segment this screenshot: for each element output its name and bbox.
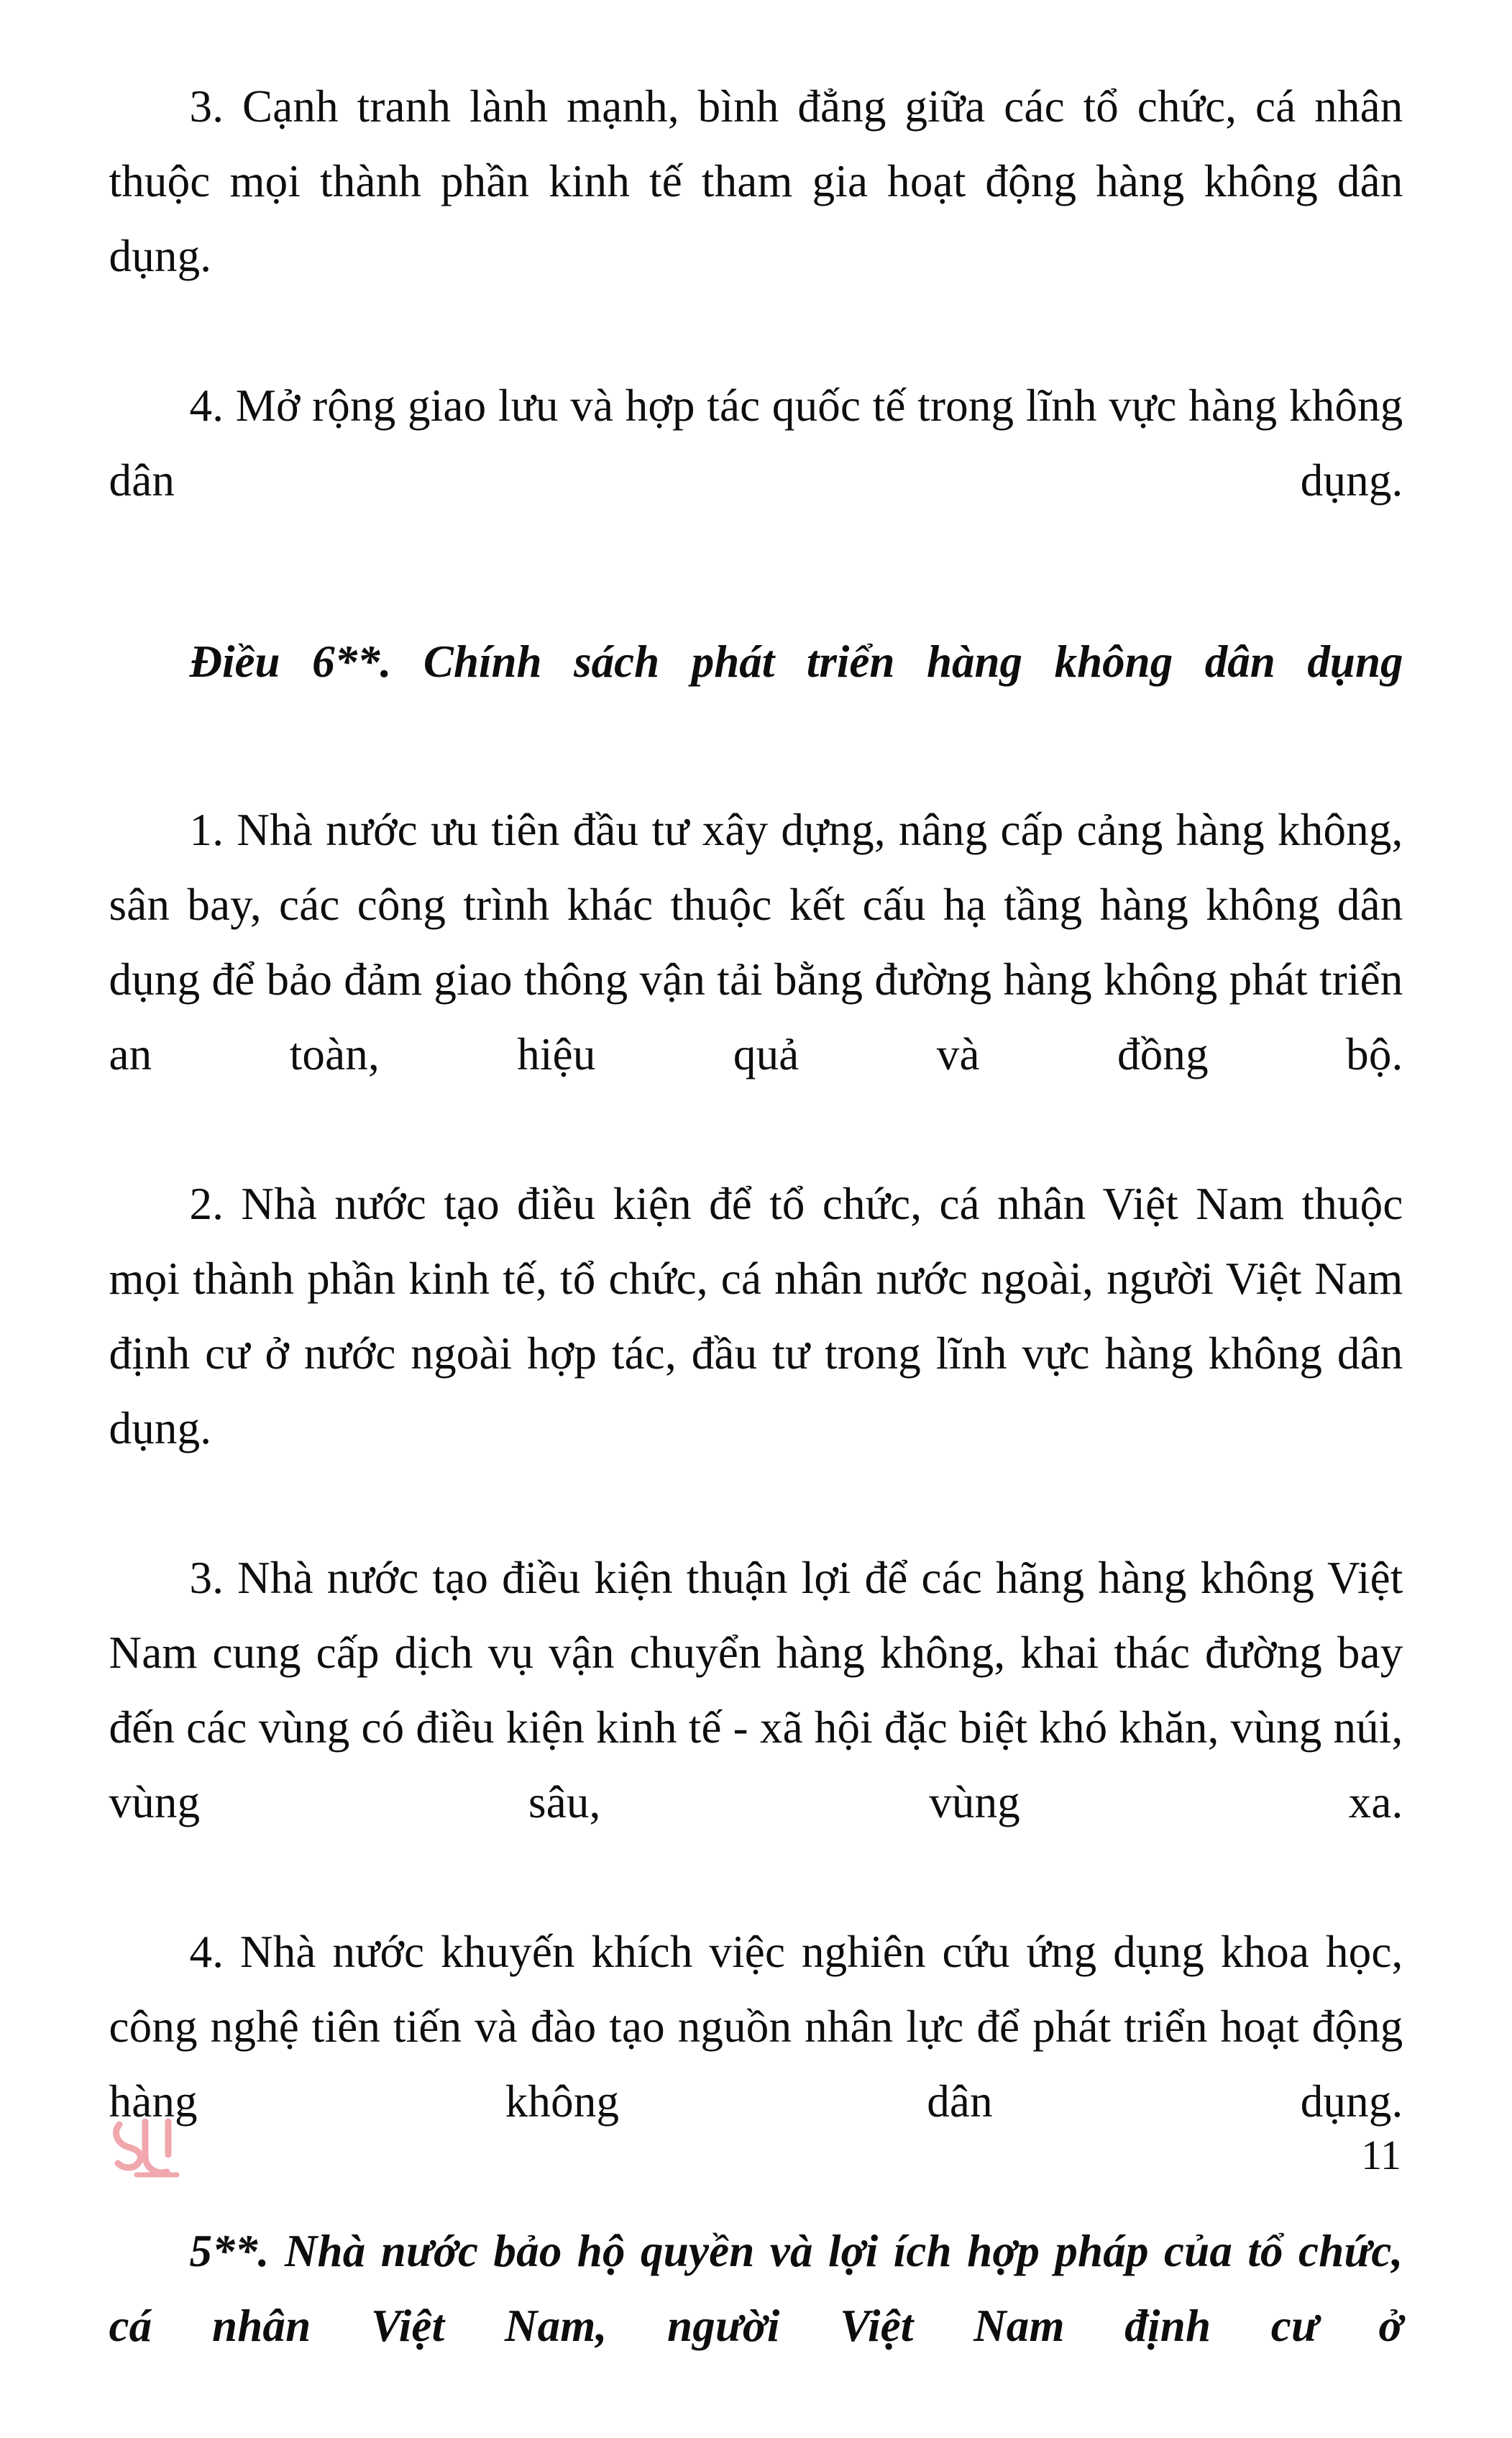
paragraph-clause-3: 3. Cạnh tranh lành mạnh, bình đẳng giữa các tổ chức, cá nhân thuộc mọi thành phần kinh tế tham gia hoạt động hàng không dân dụng. xyxy=(109,81,1403,281)
paragraph-article6-clause-4: 4. Nhà nước khuyến khích việc nghiên cứu ứng dụng khoa học, công nghệ tiên tiến và đào tạo nguồn nhân lực để phát triển hoạt động hàng không dân dụng. xyxy=(109,1927,1403,2127)
page-footer xyxy=(108,2117,1404,2182)
publisher-monogram-icon xyxy=(108,2113,187,2182)
paragraph-article6-clause-2: 2. Nhà nước tạo điều kiện để tổ chức, cá nhân Việt Nam thuộc mọi thành phần kinh tế, tổ chức, cá nhân nước ngoài, người Việt Nam định cư ở nước ngoài hợp tác, đầu tư trong lĩnh vực hàng không dân dụng. xyxy=(109,1179,1403,1453)
article-heading: Điều 6**. Chính sách phát triển hàng không dân dụng xyxy=(189,636,1403,687)
paragraph-article6-clause-1: 1. Nhà nước ưu tiên đầu tư xây dựng, nâng cấp cảng hàng không, sân bay, các công trình khác thuộc kết cấu hạ tầng hàng không dân dụng để bảo đảm giao thông vận tải bằng đường hàng không phát triển an toàn, hiệu quả và đồng bộ. xyxy=(109,805,1403,1079)
paragraph-clause-4: 4. Mở rộng giao lưu và hợp tác quốc tế trong lĩnh vực hàng không dân dụng. xyxy=(109,380,1403,506)
paragraph-article6-clause-5: 5**. Nhà nước bảo hộ quyền và lợi ích hợp pháp của tổ chức, cá nhân Việt Nam, người Việt Nam định cư ở xyxy=(109,2226,1403,2351)
page-content xyxy=(109,69,1403,2438)
paragraph-article6-clause-3: 3. Nhà nước tạo điều kiện thuận lợi để các hãng hàng không Việt Nam cung cấp dịch vụ vận chuyển hàng không, khai thác đường bay đến các vùng có điều kiện kinh tế - xã hội đặc biệt khó khăn, vùng núi, vùng sâu, vùng xa. xyxy=(109,1553,1403,1827)
page-number: 11 xyxy=(1361,2132,1401,2178)
